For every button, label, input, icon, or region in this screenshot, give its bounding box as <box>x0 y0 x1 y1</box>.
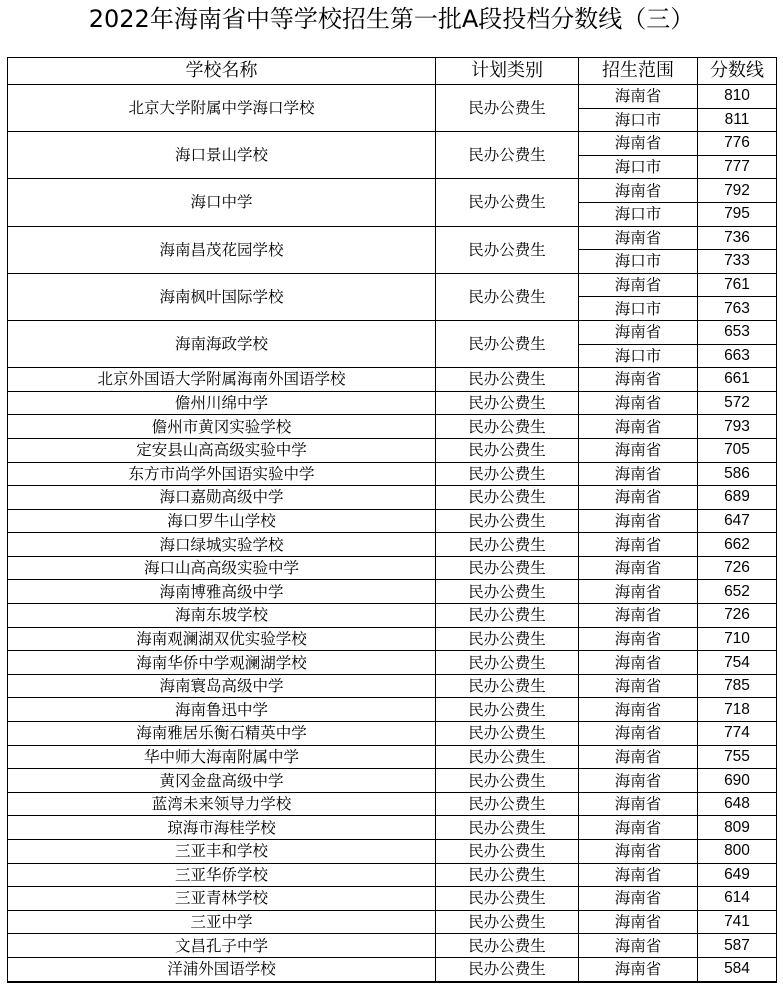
plan-category-cell: 民办公费生 <box>436 462 579 486</box>
score-cell: 652 <box>698 580 777 604</box>
plan-category-cell: 民办公费生 <box>436 486 579 510</box>
school-name-cell: 琼海市海桂学校 <box>8 816 436 840</box>
plan-category-cell: 民办公费生 <box>436 391 579 415</box>
score-cell: 648 <box>698 792 777 816</box>
score-cell: 774 <box>698 722 777 746</box>
plan-category-cell: 民办公费生 <box>436 840 579 864</box>
table-row <box>8 674 777 698</box>
enrollment-region-cell: 海南省 <box>579 462 698 486</box>
enrollment-region-cell: 海南省 <box>579 792 698 816</box>
school-name-cell: 三亚青林学校 <box>8 887 436 911</box>
school-name-cell: 海南海政学校 <box>8 320 436 367</box>
plan-category-cell: 民办公费生 <box>436 957 579 981</box>
table-row <box>8 556 777 580</box>
school-name-cell: 海南雅居乐衡石精英中学 <box>8 722 436 746</box>
enrollment-region-cell: 海南省 <box>579 509 698 533</box>
table-row <box>8 934 777 958</box>
school-name-cell: 海口罗牛山学校 <box>8 509 436 533</box>
enrollment-region-cell: 海南省 <box>579 863 698 887</box>
score-cell: 726 <box>698 604 777 628</box>
page-title: 2022年海南省中等学校招生第一批A段投档分数线（三） <box>88 5 695 33</box>
score-cell: 795 <box>698 202 777 226</box>
school-name-cell: 三亚中学 <box>8 910 436 934</box>
school-name-cell: 海南观澜湖双优实验学校 <box>8 627 436 651</box>
plan-category-cell: 民办公费生 <box>436 722 579 746</box>
enrollment-region-cell: 海南省 <box>579 604 698 628</box>
table-row <box>8 320 777 344</box>
score-cell: 793 <box>698 415 777 439</box>
school-name-cell: 儋州市黄冈实验学校 <box>8 415 436 439</box>
table-row <box>8 226 777 250</box>
plan-category-cell: 民办公费生 <box>436 627 579 651</box>
score-cell: 785 <box>698 674 777 698</box>
enrollment-region-cell: 海口市 <box>579 344 698 368</box>
enrollment-region-cell: 海南省 <box>579 745 698 769</box>
score-cell: 587 <box>698 934 777 958</box>
score-cell: 718 <box>698 698 777 722</box>
score-cell: 777 <box>698 155 777 179</box>
plan-category-cell: 民办公费生 <box>436 934 579 958</box>
table-row <box>8 651 777 675</box>
plan-category-cell: 民办公费生 <box>436 132 579 179</box>
header-school: 学校名称 <box>8 58 436 85</box>
table-row <box>8 580 777 604</box>
score-cell: 761 <box>698 273 777 297</box>
table-row <box>8 273 777 297</box>
school-name-cell: 北京外国语大学附属海南外国语学校 <box>8 368 436 392</box>
table-row <box>8 957 777 981</box>
score-table <box>7 57 777 983</box>
header-region: 招生范围 <box>579 58 698 85</box>
table-row <box>8 792 777 816</box>
school-name-cell: 三亚丰和学校 <box>8 840 436 864</box>
school-name-cell: 华中师大海南附属中学 <box>8 745 436 769</box>
plan-category-cell: 民办公费生 <box>436 887 579 911</box>
plan-category-cell: 民办公费生 <box>436 769 579 793</box>
enrollment-region-cell: 海南省 <box>579 533 698 557</box>
plan-category-cell: 民办公费生 <box>436 745 579 769</box>
enrollment-region-cell: 海南省 <box>579 415 698 439</box>
table-row <box>8 509 777 533</box>
table-row <box>8 840 777 864</box>
enrollment-region-cell: 海南省 <box>579 368 698 392</box>
enrollment-region-cell: 海南省 <box>579 320 698 344</box>
table-row <box>8 887 777 911</box>
school-name-cell: 儋州川绵中学 <box>8 391 436 415</box>
enrollment-region-cell: 海南省 <box>579 957 698 981</box>
enrollment-region-cell: 海口市 <box>579 202 698 226</box>
table-header-row <box>8 58 777 85</box>
score-cell: 662 <box>698 533 777 557</box>
table-row <box>8 604 777 628</box>
enrollment-region-cell: 海南省 <box>579 627 698 651</box>
school-name-cell: 蓝湾未来领导力学校 <box>8 792 436 816</box>
table-row <box>8 368 777 392</box>
school-name-cell: 洋浦外国语学校 <box>8 957 436 981</box>
plan-category-cell: 民办公费生 <box>436 580 579 604</box>
school-name-cell: 海口嘉勋高级中学 <box>8 486 436 510</box>
score-cell: 661 <box>698 368 777 392</box>
school-name-cell: 海口中学 <box>8 179 436 226</box>
plan-category-cell: 民办公费生 <box>436 179 579 226</box>
table-row <box>8 627 777 651</box>
enrollment-region-cell: 海南省 <box>579 840 698 864</box>
plan-category-cell: 民办公费生 <box>436 533 579 557</box>
table-row <box>8 816 777 840</box>
enrollment-region-cell: 海南省 <box>579 769 698 793</box>
school-name-cell: 三亚华侨学校 <box>8 863 436 887</box>
table-row <box>8 391 777 415</box>
table-row <box>8 698 777 722</box>
table-row <box>8 769 777 793</box>
plan-category-cell: 民办公费生 <box>436 226 579 273</box>
table-row <box>8 462 777 486</box>
school-name-cell: 海南东坡学校 <box>8 604 436 628</box>
table-row <box>8 438 777 462</box>
plan-category-cell: 民办公费生 <box>436 816 579 840</box>
score-cell: 755 <box>698 745 777 769</box>
enrollment-region-cell: 海南省 <box>579 910 698 934</box>
table-row <box>8 85 777 109</box>
score-cell: 663 <box>698 344 777 368</box>
enrollment-region-cell: 海南省 <box>579 179 698 203</box>
school-name-cell: 海口山高高级实验中学 <box>8 556 436 580</box>
score-cell: 649 <box>698 863 777 887</box>
school-name-cell: 海南鲁迅中学 <box>8 698 436 722</box>
score-cell: 572 <box>698 391 777 415</box>
score-cell: 689 <box>698 486 777 510</box>
score-cell: 647 <box>698 509 777 533</box>
enrollment-region-cell: 海南省 <box>579 887 698 911</box>
enrollment-region-cell: 海南省 <box>579 132 698 156</box>
school-name-cell: 东方市尚学外国语实验中学 <box>8 462 436 486</box>
enrollment-region-cell: 海南省 <box>579 273 698 297</box>
table-row <box>8 745 777 769</box>
enrollment-region-cell: 海南省 <box>579 85 698 109</box>
enrollment-region-cell: 海南省 <box>579 486 698 510</box>
table-row <box>8 910 777 934</box>
school-name-cell: 海南华侨中学观澜湖学校 <box>8 651 436 675</box>
enrollment-region-cell: 海南省 <box>579 580 698 604</box>
table-row <box>8 533 777 557</box>
score-cell: 776 <box>698 132 777 156</box>
score-cell: 809 <box>698 816 777 840</box>
score-cell: 584 <box>698 957 777 981</box>
plan-category-cell: 民办公费生 <box>436 556 579 580</box>
score-cell: 811 <box>698 108 777 132</box>
plan-category-cell: 民办公费生 <box>436 651 579 675</box>
score-cell: 736 <box>698 226 777 250</box>
table-row <box>8 415 777 439</box>
score-cell: 726 <box>698 556 777 580</box>
school-name-cell: 海南昌茂花园学校 <box>8 226 436 273</box>
table-row <box>8 863 777 887</box>
enrollment-region-cell: 海口市 <box>579 250 698 274</box>
table-row <box>8 486 777 510</box>
score-cell: 690 <box>698 769 777 793</box>
table-row <box>8 722 777 746</box>
plan-category-cell: 民办公费生 <box>436 863 579 887</box>
header-score: 分数线 <box>698 58 777 85</box>
plan-category-cell: 民办公费生 <box>436 85 579 132</box>
enrollment-region-cell: 海南省 <box>579 816 698 840</box>
score-cell: 754 <box>698 651 777 675</box>
score-cell: 614 <box>698 887 777 911</box>
plan-category-cell: 民办公费生 <box>436 320 579 367</box>
enrollment-region-cell: 海南省 <box>579 651 698 675</box>
table-row <box>8 132 777 156</box>
school-name-cell: 海南博雅高级中学 <box>8 580 436 604</box>
plan-category-cell: 民办公费生 <box>436 604 579 628</box>
plan-category-cell: 民办公费生 <box>436 674 579 698</box>
school-name-cell: 海南枫叶国际学校 <box>8 273 436 320</box>
enrollment-region-cell: 海口市 <box>579 155 698 179</box>
enrollment-region-cell: 海南省 <box>579 698 698 722</box>
enrollment-region-cell: 海南省 <box>579 226 698 250</box>
plan-category-cell: 民办公费生 <box>436 415 579 439</box>
table-body <box>8 85 777 982</box>
plan-category-cell: 民办公费生 <box>436 698 579 722</box>
school-name-cell: 文昌孔子中学 <box>8 934 436 958</box>
score-cell: 741 <box>698 910 777 934</box>
score-cell: 705 <box>698 438 777 462</box>
enrollment-region-cell: 海南省 <box>579 391 698 415</box>
enrollment-region-cell: 海南省 <box>579 438 698 462</box>
plan-category-cell: 民办公费生 <box>436 509 579 533</box>
plan-category-cell: 民办公费生 <box>436 273 579 320</box>
score-cell: 792 <box>698 179 777 203</box>
school-name-cell: 北京大学附属中学海口学校 <box>8 85 436 132</box>
plan-category-cell: 民办公费生 <box>436 368 579 392</box>
school-name-cell: 黄冈金盘高级中学 <box>8 769 436 793</box>
enrollment-region-cell: 海南省 <box>579 556 698 580</box>
plan-category-cell: 民办公费生 <box>436 910 579 934</box>
plan-category-cell: 民办公费生 <box>436 438 579 462</box>
plan-category-cell: 民办公费生 <box>436 792 579 816</box>
school-name-cell: 海南寰岛高级中学 <box>8 674 436 698</box>
school-name-cell: 海口景山学校 <box>8 132 436 179</box>
table-row <box>8 179 777 203</box>
enrollment-region-cell: 海口市 <box>579 108 698 132</box>
score-cell: 653 <box>698 320 777 344</box>
school-name-cell: 定安县山高高级实验中学 <box>8 438 436 462</box>
header-category: 计划类别 <box>436 58 579 85</box>
score-cell: 800 <box>698 840 777 864</box>
enrollment-region-cell: 海南省 <box>579 934 698 958</box>
enrollment-region-cell: 海南省 <box>579 674 698 698</box>
score-cell: 763 <box>698 297 777 321</box>
score-cell: 810 <box>698 85 777 109</box>
school-name-cell: 海口绿城实验学校 <box>8 533 436 557</box>
score-cell: 710 <box>698 627 777 651</box>
score-cell: 586 <box>698 462 777 486</box>
enrollment-region-cell: 海口市 <box>579 297 698 321</box>
enrollment-region-cell: 海南省 <box>579 722 698 746</box>
score-cell: 733 <box>698 250 777 274</box>
